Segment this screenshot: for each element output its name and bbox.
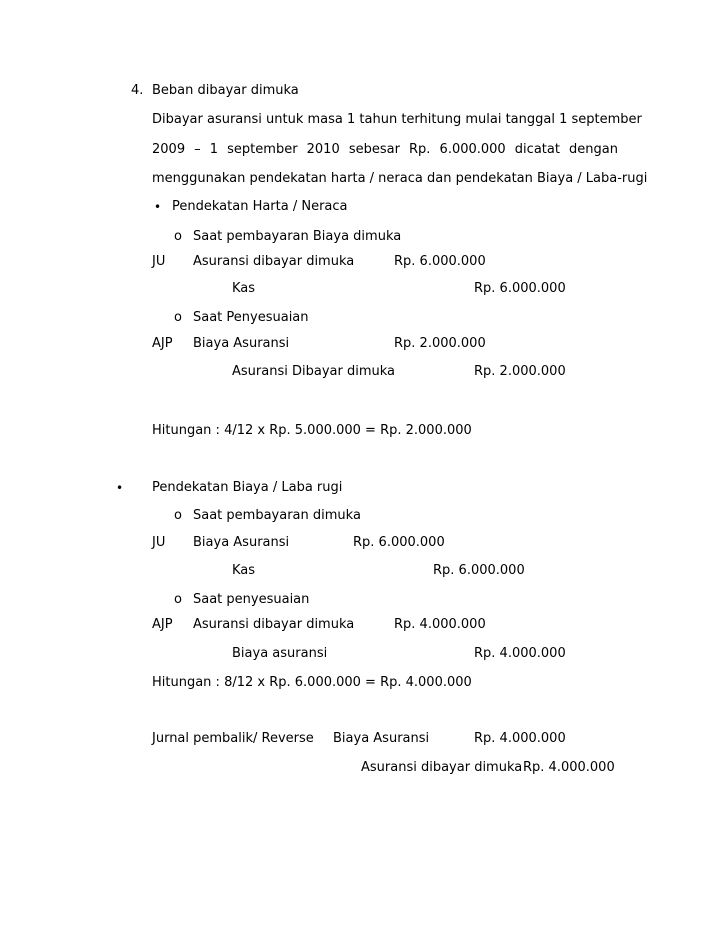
sub-bullet-icon: o (174, 592, 182, 607)
sub-bullet-icon: o (174, 310, 182, 325)
paragraph-line-1: Dibayar asuransi untuk masa 1 tahun terhitung mulai tanggal 1 september (152, 112, 642, 127)
harta-calculation: Hitungan : 4/12 x Rp. 5.000.000 = Rp. 2.000.000 (152, 423, 472, 438)
harta-payment-credit-account: Kas (232, 281, 256, 296)
reverse-credit-account: Asuransi dibayar dimuka (361, 760, 523, 775)
reverse-label: Jurnal pembalik/ Reverse (152, 731, 314, 746)
reverse-credit-amount: Rp. 4.000.000 (523, 760, 615, 775)
reverse-debit-amount: Rp. 4.000.000 (474, 731, 566, 746)
harta-adjustment-label: Saat Penyesuaian (193, 310, 309, 325)
biaya-payment-debit-account: Biaya Asuransi (193, 535, 290, 550)
biaya-payment-credit-amount: Rp. 6.000.000 (433, 563, 525, 578)
harta-payment-debit-account: Asuransi dibayar dimuka (193, 254, 355, 269)
paragraph-line-2: 2009 – 1 september 2010 sebesar Rp. 6.000.000 dicatat dengan (152, 142, 618, 157)
harta-heading: Pendekatan Harta / Neraca (172, 199, 348, 214)
section-title: Beban dibayar dimuka (152, 83, 299, 98)
biaya-calculation: Hitungan : 8/12 x Rp. 6.000.000 = Rp. 4.000.000 (152, 675, 472, 690)
harta-adjustment-credit-account: Asuransi Dibayar dimuka (232, 364, 395, 379)
bullet-icon: • (154, 200, 162, 214)
harta-payment-credit-amount: Rp. 6.000.000 (474, 281, 566, 296)
biaya-payment-credit-account: Kas (232, 563, 256, 578)
biaya-adjustment-credit-account: Biaya asuransi (232, 646, 328, 661)
harta-adjustment-code: AJP (152, 336, 173, 351)
biaya-adjustment-debit-amount: Rp. 4.000.000 (394, 617, 486, 632)
biaya-adjustment-code: AJP (152, 617, 173, 632)
reverse-debit-account: Biaya Asuransi (333, 731, 430, 746)
bullet-icon: • (116, 481, 124, 495)
biaya-payment-debit-amount: Rp. 6.000.000 (353, 535, 445, 550)
biaya-adjustment-label: Saat penyesuaian (193, 592, 310, 607)
biaya-payment-label: Saat pembayaran dimuka (193, 508, 361, 523)
sub-bullet-icon: o (174, 508, 182, 523)
harta-payment-code: JU (152, 254, 166, 269)
paragraph-line-3: menggunakan pendekatan harta / neraca dan pendekatan Biaya / Laba-rugi (152, 171, 648, 186)
biaya-heading: Pendekatan Biaya / Laba rugi (152, 480, 343, 495)
harta-payment-label: Saat pembayaran Biaya dimuka (193, 229, 402, 244)
biaya-adjustment-debit-account: Asuransi dibayar dimuka (193, 617, 355, 632)
harta-adjustment-debit-amount: Rp. 2.000.000 (394, 336, 486, 351)
section-number: 4. (131, 83, 144, 98)
harta-adjustment-credit-amount: Rp. 2.000.000 (474, 364, 566, 379)
harta-adjustment-debit-account: Biaya Asuransi (193, 336, 290, 351)
biaya-payment-code: JU (152, 535, 166, 550)
biaya-adjustment-credit-amount: Rp. 4.000.000 (474, 646, 566, 661)
harta-payment-debit-amount: Rp. 6.000.000 (394, 254, 486, 269)
sub-bullet-icon: o (174, 229, 182, 244)
